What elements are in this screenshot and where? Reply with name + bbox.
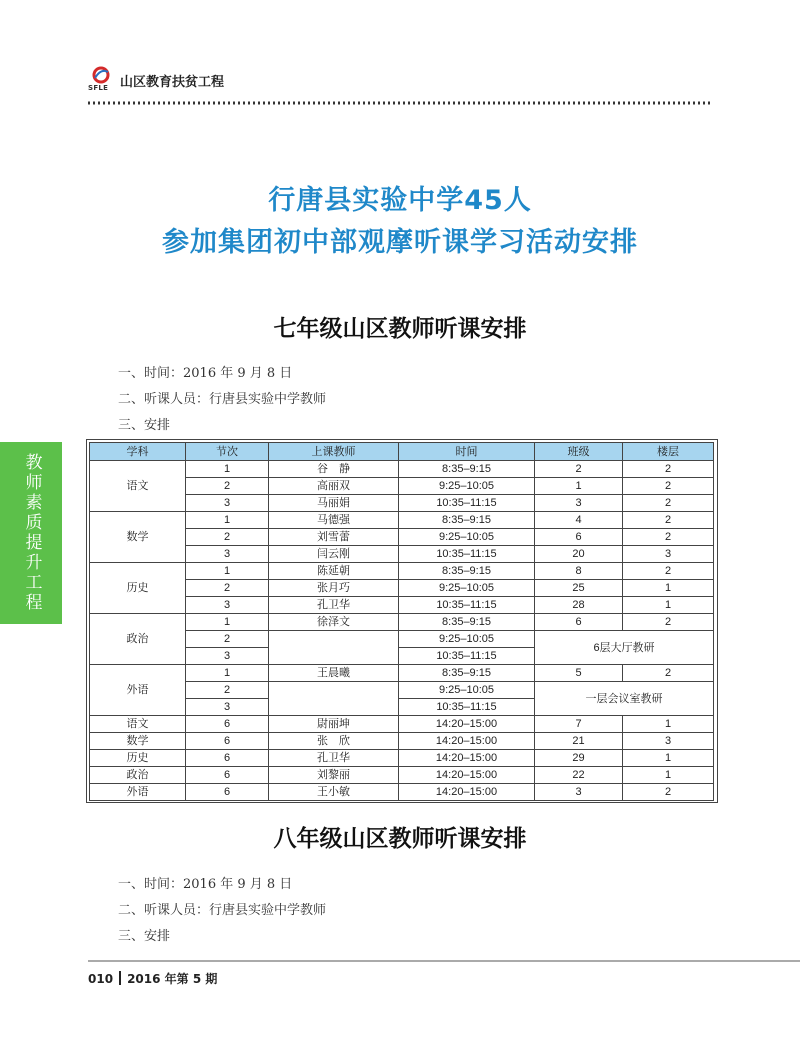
- cell-period: 1: [186, 665, 269, 682]
- cell-subject: 数学: [90, 733, 186, 750]
- cell-teacher: 马丽娟: [269, 495, 399, 512]
- cell-floor: 1: [623, 580, 714, 597]
- cell-subject: 数学: [90, 512, 186, 563]
- cell-time: 10:35–11:15: [399, 495, 535, 512]
- cell-subject: 外语: [90, 665, 186, 716]
- cell-floor: 2: [623, 614, 714, 631]
- col-subject: 学科: [90, 443, 186, 461]
- cell-floor: 2: [623, 784, 714, 801]
- cell-floor: 2: [623, 563, 714, 580]
- cell-time: 8:35–9:15: [399, 665, 535, 682]
- cell-teacher: 孔卫华: [269, 750, 399, 767]
- cell-teacher: 尉丽坤: [269, 716, 399, 733]
- cell-period: 6: [186, 784, 269, 801]
- cell-period: 6: [186, 733, 269, 750]
- cell-time: 8:35–9:15: [399, 512, 535, 529]
- cell-floor: 1: [623, 716, 714, 733]
- cell-teacher: 刘黎丽: [269, 767, 399, 784]
- table-row: [90, 665, 714, 682]
- cell-time: 14:20–15:00: [399, 733, 535, 750]
- sfle-logo: [88, 66, 114, 94]
- cell-period: 3: [186, 699, 269, 716]
- cell-period: 2: [186, 529, 269, 546]
- cell-teacher: 闫云刚: [269, 546, 399, 563]
- cell-class: 6: [535, 614, 623, 631]
- cell-class: 6: [535, 529, 623, 546]
- grade7-people: 二、听课人员：行唐县实验中学教师: [118, 392, 327, 407]
- cell-class: 25: [535, 580, 623, 597]
- cell-time: 14:20–15:00: [399, 716, 535, 733]
- cell-period: 1: [186, 563, 269, 580]
- cell-class: 29: [535, 750, 623, 767]
- cell-floor: 1: [623, 597, 714, 614]
- cell-time: 10:35–11:15: [399, 546, 535, 563]
- cell-teacher: 王晨曦: [269, 665, 399, 682]
- side-tab-label: 教师素质提升工程: [21, 453, 42, 613]
- cell-time: 9:25–10:05: [399, 529, 535, 546]
- cell-floor: 3: [623, 546, 714, 563]
- page-title-line2: 参加集团初中部观摩听课学习活动安排: [162, 227, 638, 258]
- cell-period: 3: [186, 495, 269, 512]
- cell-teacher: 高丽双: [269, 478, 399, 495]
- grade8-time: 一、时间：2016 年 9 月 8 日: [118, 877, 293, 892]
- cell-teacher: 谷 静: [269, 461, 399, 478]
- cell-time: 9:25–10:05: [399, 631, 535, 648]
- page-header: [88, 66, 224, 94]
- cell-class: 7: [535, 716, 623, 733]
- page-footer: [88, 970, 217, 987]
- cell-time: 10:35–11:15: [399, 648, 535, 665]
- cell-subject: 语文: [90, 461, 186, 512]
- col-class: 班级: [535, 443, 623, 461]
- side-section-tab: [0, 442, 62, 624]
- cell-period: 2: [186, 631, 269, 648]
- cell-period: 1: [186, 512, 269, 529]
- cell-teacher: [269, 631, 399, 665]
- issue-label: 2016 年第 5 期: [127, 972, 218, 986]
- cell-class: 20: [535, 546, 623, 563]
- cell-period: 2: [186, 478, 269, 495]
- cell-period: 1: [186, 614, 269, 631]
- cell-teacher: 马德强: [269, 512, 399, 529]
- cell-time: 8:35–9:15: [399, 563, 535, 580]
- cell-subject: 历史: [90, 563, 186, 614]
- table-header-row: [90, 443, 714, 461]
- footer-rule: [88, 960, 800, 962]
- table-row: [90, 733, 714, 750]
- cell-time: 10:35–11:15: [399, 597, 535, 614]
- cell-period: 3: [186, 597, 269, 614]
- cell-period: 2: [186, 682, 269, 699]
- cell-class: 4: [535, 512, 623, 529]
- brand-name: 山区教育扶贫工程: [120, 74, 225, 90]
- logo-text: SFLE: [88, 84, 109, 92]
- cell-floor: 2: [623, 495, 714, 512]
- col-floor: 楼层: [623, 443, 714, 461]
- cell-subject: 外语: [90, 784, 186, 801]
- cell-teacher: 张月巧: [269, 580, 399, 597]
- grade8-arrange: 三、安排: [118, 929, 171, 944]
- cell-period: 6: [186, 750, 269, 767]
- table-row: [90, 461, 714, 478]
- cell-floor: 1: [623, 750, 714, 767]
- cell-time: 14:20–15:00: [399, 784, 535, 801]
- col-time: 时间: [399, 443, 535, 461]
- cell-floor: 2: [623, 665, 714, 682]
- grade8-people: 二、听课人员：行唐县实验中学教师: [118, 903, 327, 918]
- cell-teacher: [269, 682, 399, 716]
- cell-class: 8: [535, 563, 623, 580]
- cell-floor: 2: [623, 529, 714, 546]
- cell-subject: 政治: [90, 767, 186, 784]
- cell-subject: 历史: [90, 750, 186, 767]
- logo-swirl-icon: [91, 66, 111, 84]
- table-row: [90, 784, 714, 801]
- cell-floor: 1: [623, 767, 714, 784]
- table-row: [90, 750, 714, 767]
- table-row: [90, 512, 714, 529]
- col-period: 节次: [186, 443, 269, 461]
- table-row: [90, 614, 714, 631]
- table-row: [90, 767, 714, 784]
- cell-floor: 2: [623, 478, 714, 495]
- cell-time: 14:20–15:00: [399, 767, 535, 784]
- header-dotted-rule: [88, 100, 712, 106]
- cell-time: 9:25–10:05: [399, 682, 535, 699]
- cell-period: 6: [186, 716, 269, 733]
- cell-period: 6: [186, 767, 269, 784]
- cell-class: 2: [535, 461, 623, 478]
- grade8-heading: 八年级山区教师听课安排: [273, 826, 527, 852]
- cell-teacher: 刘雪蕾: [269, 529, 399, 546]
- cell-class: 28: [535, 597, 623, 614]
- cell-period: 3: [186, 648, 269, 665]
- cell-teacher: 徐泽文: [269, 614, 399, 631]
- table-row: [90, 716, 714, 733]
- cell-period: 2: [186, 580, 269, 597]
- schedule-table: [89, 442, 714, 801]
- cell-teacher: 孔卫华: [269, 597, 399, 614]
- cell-time: 9:25–10:05: [399, 580, 535, 597]
- cell-class: 21: [535, 733, 623, 750]
- cell-teacher: 陈延朝: [269, 563, 399, 580]
- footer-divider: [119, 971, 121, 985]
- cell-time: 8:35–9:15: [399, 614, 535, 631]
- cell-subject: 政治: [90, 614, 186, 665]
- cell-time: 8:35–9:15: [399, 461, 535, 478]
- cell-time: 10:35–11:15: [399, 699, 535, 716]
- cell-teacher: 张 欣: [269, 733, 399, 750]
- page-title-line1: 行唐县实验中学45人: [268, 185, 532, 216]
- grade7-heading: 七年级山区教师听课安排: [273, 316, 527, 342]
- cell-floor: 2: [623, 461, 714, 478]
- grade7-time: 一、时间：2016 年 9 月 8 日: [118, 366, 293, 381]
- cell-location-note: 一层会议室教研: [535, 682, 714, 716]
- cell-floor: 3: [623, 733, 714, 750]
- grade7-arrange: 三、安排: [118, 418, 171, 433]
- cell-teacher: 王小敏: [269, 784, 399, 801]
- cell-period: 1: [186, 461, 269, 478]
- col-teacher: 上课教师: [269, 443, 399, 461]
- cell-floor: 2: [623, 512, 714, 529]
- cell-time: 9:25–10:05: [399, 478, 535, 495]
- cell-location-note: 6层大厅教研: [535, 631, 714, 665]
- cell-subject: 语文: [90, 716, 186, 733]
- cell-class: 5: [535, 665, 623, 682]
- page-number: 010: [88, 972, 114, 986]
- cell-class: 1: [535, 478, 623, 495]
- cell-class: 3: [535, 495, 623, 512]
- table-row: [90, 563, 714, 580]
- cell-period: 3: [186, 546, 269, 563]
- cell-class: 22: [535, 767, 623, 784]
- cell-class: 3: [535, 784, 623, 801]
- cell-time: 14:20–15:00: [399, 750, 535, 767]
